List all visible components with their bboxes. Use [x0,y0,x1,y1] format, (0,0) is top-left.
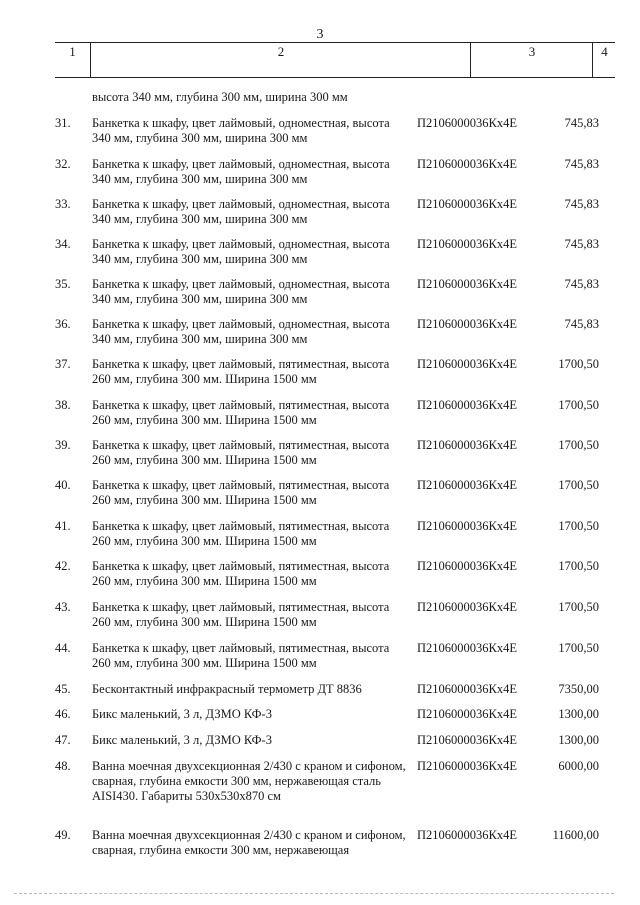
row-code: П2106000036Кх4Е [417,438,517,452]
row-desc: Банкетка к шкафу, цвет лаймовый, одноместная, высота 340 мм, глубина 300 мм, ширина 300 мм [92,197,390,226]
row-code: П2106000036Кх4Е [417,733,517,747]
row-price: 6000,00 [558,759,599,773]
continuation-text: высота 340 мм, глубина 300 мм, ширина 300 мм [92,90,348,104]
row-num: 45. [55,682,71,696]
row-num: 48. [55,759,71,773]
row-price: 745,83 [564,277,599,291]
row-price: 1700,50 [558,438,599,452]
row-num: 35. [55,277,71,291]
row-desc: Банкетка к шкафу, цвет лаймовый, пятиместная, высота 260 мм, глубина 300 мм. Ширина 1500 мм [92,641,390,670]
row-desc: Бесконтактный инфракрасный термометр ДТ 8836 [92,682,362,696]
row-code: П2106000036Кх4Е [417,317,517,331]
row-code: П2106000036Кх4Е [417,237,517,251]
row-desc: Банкетка к шкафу, цвет лаймовый, пятиместная, высота 260 мм, глубина 300 мм. Ширина 1500 мм [92,559,390,588]
row-code: П2106000036Кх4Е [417,759,517,773]
row-code: П2106000036Кх4Е [417,357,517,371]
row-price: 1700,50 [558,357,599,371]
row-desc: Ванна моечная двухсекционная 2/430 с краном и сифоном, сварная, глубина емкости 300 мм, нержавеющая сталь AISI430. Габариты 530х530х870 см [92,759,406,803]
row-code: П2106000036Кх4Е [417,157,517,171]
row-num: 36. [55,317,71,331]
row-code: П2106000036Кх4Е [417,828,517,842]
page-bottom-edge [14,893,614,894]
row-desc: Банкетка к шкафу, цвет лаймовый, пятиместная, высота 260 мм, глубина 300 мм. Ширина 1500 мм [92,357,390,386]
row-code: П2106000036Кх4Е [417,641,517,655]
row-price: 1300,00 [558,733,599,747]
row-code: П2106000036Кх4Е [417,600,517,614]
page-number: 3 [316,27,324,42]
row-code: П2106000036Кх4Е [417,682,517,696]
row-num: 42. [55,559,71,573]
row-price: 1700,50 [558,641,599,655]
row-price: 1700,50 [558,559,599,573]
column-3-header: 3 [470,43,593,77]
row-num: 41. [55,519,71,533]
table-header [55,42,615,78]
row-desc: Бикс маленький, 3 л, ДЗМО КФ-3 [92,707,272,721]
row-num: 47. [55,733,71,747]
row-num: 38. [55,398,71,412]
column-4-header: 4 [592,43,616,77]
row-price: 745,83 [564,317,599,331]
column-2-header: 2 [90,43,471,77]
row-desc: Банкетка к шкафу, цвет лаймовый, одноместная, высота 340 мм, глубина 300 мм, ширина 300 мм [92,157,390,186]
row-price: 745,83 [564,197,599,211]
row-num: 39. [55,438,71,452]
row-num: 33. [55,197,71,211]
row-price: 1700,50 [558,398,599,412]
row-desc: Банкетка к шкафу, цвет лаймовый, пятиместная, высота 260 мм, глубина 300 мм. Ширина 1500 мм [92,398,390,427]
row-price: 7350,00 [558,682,599,696]
row-desc: Банкетка к шкафу, цвет лаймовый, пятиместная, высота 260 мм, глубина 300 мм. Ширина 1500 мм [92,438,390,467]
row-num: 31. [55,116,71,130]
row-price: 1700,50 [558,519,599,533]
row-num: 32. [55,157,71,171]
row-num: 34. [55,237,71,251]
row-num: 43. [55,600,71,614]
row-code: П2106000036Кх4Е [417,478,517,492]
row-code: П2106000036Кх4Е [417,519,517,533]
row-price: 11600,00 [552,828,599,842]
row-desc: Бикс маленький, 3 л, ДЗМО КФ-3 [92,733,272,747]
row-desc: Банкетка к шкафу, цвет лаймовый, одноместная, высота 340 мм, глубина 300 мм, ширина 300 мм [92,277,390,306]
row-code: П2106000036Кх4Е [417,398,517,412]
row-code: П2106000036Кх4Е [417,197,517,211]
row-num: 49. [55,828,71,842]
column-1-header: 1 [69,44,76,59]
row-desc: Банкетка к шкафу, цвет лаймовый, одноместная, высота 340 мм, глубина 300 мм, ширина 300 мм [92,237,390,266]
row-price: 745,83 [564,157,599,171]
row-desc: Банкетка к шкафу, цвет лаймовый, одноместная, высота 340 мм, глубина 300 мм, ширина 300 мм [92,317,390,346]
row-code: П2106000036Кх4Е [417,277,517,291]
row-price: 745,83 [564,116,599,130]
row-desc: Ванна моечная двухсекционная 2/430 с краном и сифоном, сварная, глубина емкости 300 мм, нержавеющая [92,828,406,857]
row-desc: Банкетка к шкафу, цвет лаймовый, пятиместная, высота 260 мм, глубина 300 мм. Ширина 1500 мм [92,519,390,548]
row-price: 1300,00 [558,707,599,721]
row-desc: Банкетка к шкафу, цвет лаймовый, одноместная, высота 340 мм, глубина 300 мм, ширина 300 мм [92,116,390,145]
row-desc: Банкетка к шкафу, цвет лаймовый, пятиместная, высота 260 мм, глубина 300 мм. Ширина 1500 мм [92,478,390,507]
row-num: 37. [55,357,71,371]
row-code: П2106000036Кх4Е [417,707,517,721]
row-price: 745,83 [564,237,599,251]
row-code: П2106000036Кх4Е [417,559,517,573]
row-num: 40. [55,478,71,492]
row-desc: Банкетка к шкафу, цвет лаймовый, пятиместная, высота 260 мм, глубина 300 мм. Ширина 1500 мм [92,600,390,629]
row-code: П2106000036Кх4Е [417,116,517,130]
row-price: 1700,50 [558,478,599,492]
row-price: 1700,50 [558,600,599,614]
row-num: 46. [55,707,71,721]
row-num: 44. [55,641,71,655]
